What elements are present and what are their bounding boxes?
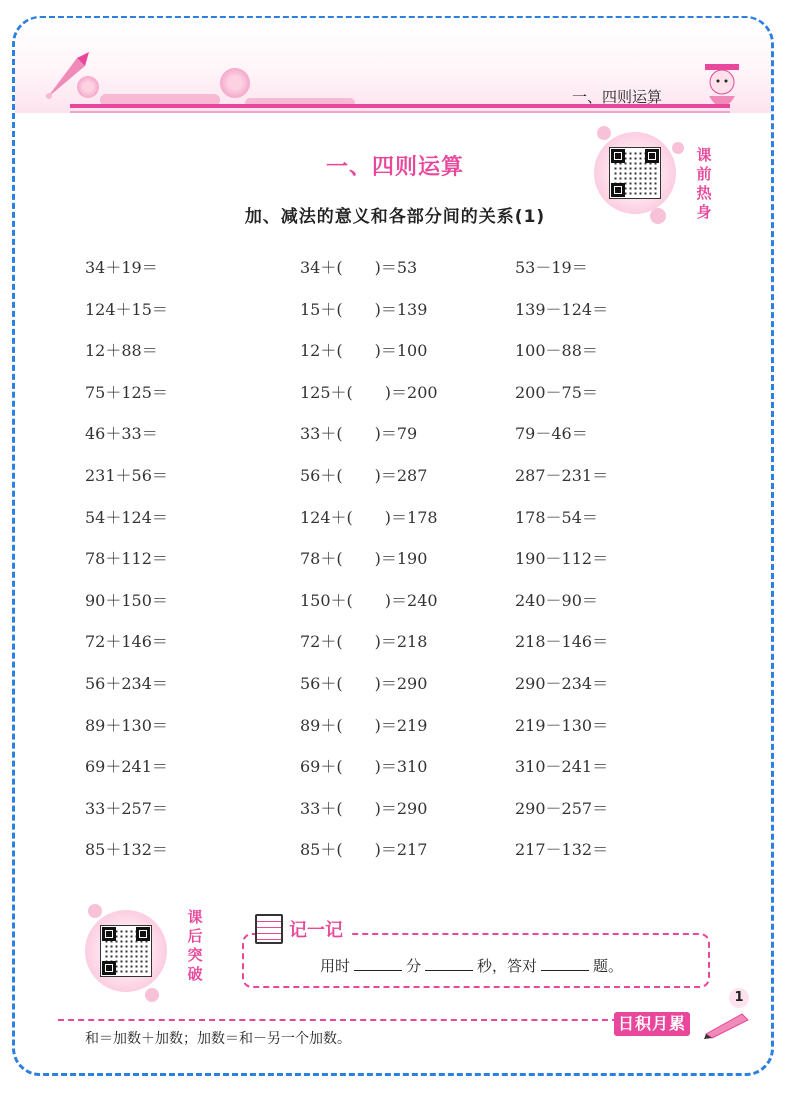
page-title: 一、四则运算 <box>325 155 464 180</box>
problem-col1-13[interactable]: 69＋241＝ <box>85 757 168 777</box>
unit-title: 一、四则运算 <box>571 88 662 106</box>
problem-col1-15[interactable]: 85＋132＝ <box>85 840 168 860</box>
problem-col3-11[interactable]: 290－234＝ <box>515 674 609 693</box>
note-used-time: 用时 <box>320 957 351 975</box>
warmup-qr-code[interactable] <box>594 132 676 214</box>
problem-col2-10[interactable]: 72＋( )＝218 <box>300 632 428 652</box>
breakthrough-label: 课后突破 <box>187 908 203 983</box>
problem-col1-4[interactable]: 75＋125＝ <box>85 382 168 402</box>
problem-col3-15[interactable]: 217－132＝ <box>515 840 609 860</box>
problem-col1-2[interactable]: 124＋15＝ <box>85 299 168 319</box>
problem-col1-8[interactable]: 78＋112＝ <box>85 549 168 569</box>
problem-col1-12[interactable]: 89＋130＝ <box>85 715 168 735</box>
problem-col3-10[interactable]: 218－146＝ <box>515 632 609 652</box>
problem-col2-7[interactable]: 124＋( )＝178 <box>300 507 438 527</box>
brand-badge: 日积月累 <box>614 1012 690 1036</box>
problem-col1-7[interactable]: 54＋124＝ <box>85 507 168 527</box>
warmup-label: 课前热身 <box>696 146 712 221</box>
problem-col2-1[interactable]: 34＋( )＝53 <box>300 258 418 277</box>
problem-col2-11[interactable]: 56＋( )＝290 <box>300 674 428 693</box>
note-seconds: 秒，答对 <box>477 957 538 975</box>
problem-col2-12[interactable]: 89＋( )＝219 <box>300 715 428 735</box>
sun-decoration <box>220 68 250 98</box>
problem-col2-8[interactable]: 78＋( )＝190 <box>300 549 428 569</box>
problem-col2-3[interactable]: 12＋( )＝100 <box>300 341 428 361</box>
bubble-decoration <box>672 142 684 154</box>
page-number: 1 <box>729 988 749 1008</box>
problem-col1-3[interactable]: 12＋88＝ <box>85 341 158 361</box>
bubble-decoration <box>597 126 611 140</box>
note-tag-label: 记一记 <box>289 920 343 941</box>
breakthrough-qr-code[interactable] <box>85 910 167 992</box>
bubble-decoration <box>145 988 159 1002</box>
qr-code-icon <box>609 147 661 199</box>
problem-col2-2[interactable]: 15＋( )＝139 <box>300 299 428 319</box>
notepad-icon <box>255 914 283 944</box>
note-record-line <box>320 955 623 976</box>
problem-col1-11[interactable]: 56＋234＝ <box>85 674 168 693</box>
problem-col3-4[interactable]: 200－75＝ <box>515 382 598 402</box>
problem-col2-4[interactable]: 125＋( )＝200 <box>300 382 438 402</box>
problem-col3-2[interactable]: 139－124＝ <box>515 299 609 319</box>
problem-col3-13[interactable]: 310－241＝ <box>515 757 609 777</box>
problem-col3-8[interactable]: 190－112＝ <box>515 549 609 569</box>
bubble-decoration <box>650 208 666 224</box>
problem-col1-5[interactable]: 46＋33＝ <box>85 424 158 444</box>
problem-col1-6[interactable]: 231＋56＝ <box>85 466 168 485</box>
problem-col1-1[interactable]: 34＋19＝ <box>85 258 158 277</box>
problem-col3-14[interactable]: 290－257＝ <box>515 798 609 818</box>
problem-col2-14[interactable]: 33＋( )＝290 <box>300 798 428 818</box>
problem-col2-13[interactable]: 69＋( )＝310 <box>300 757 428 777</box>
problem-col1-9[interactable]: 90＋150＝ <box>85 590 168 610</box>
seconds-blank[interactable] <box>425 958 473 971</box>
problem-col1-10[interactable]: 72＋146＝ <box>85 632 168 652</box>
note-questions: 题。 <box>593 957 624 975</box>
correct-blank[interactable] <box>541 958 589 971</box>
footer-rule: 和＝加数＋加数；加数＝和－另一个加数。 <box>85 1031 351 1047</box>
minutes-blank[interactable] <box>354 958 402 971</box>
note-tag <box>255 914 349 944</box>
problem-col3-3[interactable]: 100－88＝ <box>515 341 598 361</box>
note-minutes: 分 <box>406 957 422 975</box>
problem-col3-9[interactable]: 240－90＝ <box>515 590 598 610</box>
bubble-decoration <box>88 904 102 918</box>
header-divider-thin <box>70 111 730 113</box>
pencil-icon <box>702 1008 752 1040</box>
problem-col2-5[interactable]: 33＋( )＝79 <box>300 424 418 444</box>
problem-col3-1[interactable]: 53－19＝ <box>515 258 588 277</box>
problem-col3-6[interactable]: 287－231＝ <box>515 466 609 485</box>
section-subtitle: 加、减法的意义和各部分间的关系(1) <box>244 207 546 227</box>
problem-col2-6[interactable]: 56＋( )＝287 <box>300 466 428 485</box>
problem-col3-12[interactable]: 219－130＝ <box>515 715 609 735</box>
problem-col2-9[interactable]: 150＋( )＝240 <box>300 590 438 610</box>
rocket-icon <box>37 46 97 106</box>
footer-divider <box>58 1019 618 1021</box>
problem-col3-7[interactable]: 178－54＝ <box>515 507 598 527</box>
problem-col3-5[interactable]: 79－46＝ <box>515 424 588 444</box>
problem-col1-14[interactable]: 33＋257＝ <box>85 798 168 818</box>
qr-code-icon <box>100 925 152 977</box>
problem-col2-15[interactable]: 85＋( )＝217 <box>300 840 428 860</box>
